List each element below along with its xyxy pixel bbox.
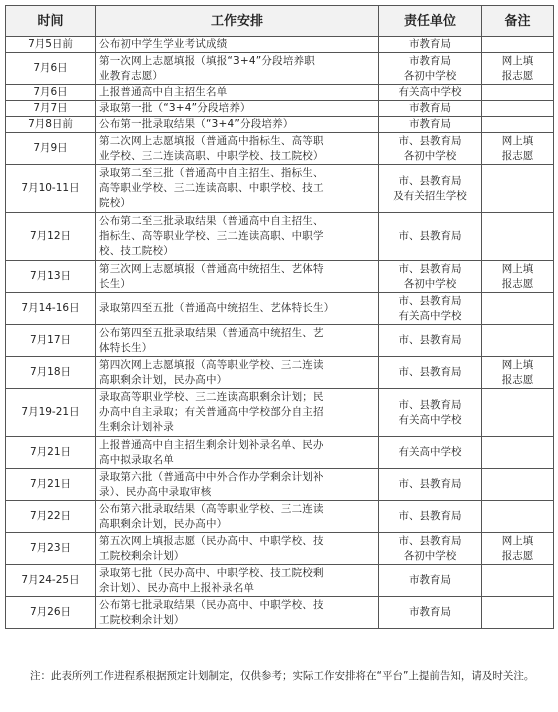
row-date-text: 7月26日 (29, 606, 72, 618)
row-date-text: 7月6日 (33, 62, 68, 74)
row-date (6, 437, 96, 469)
row-unit (379, 261, 482, 293)
row-task (96, 261, 379, 293)
row-date-text: 7月7日 (33, 102, 68, 114)
row-unit (379, 565, 482, 597)
row-unit-text: 有关高中学校 (398, 446, 462, 458)
row-unit-text: 市教育局 (409, 574, 451, 586)
row-task (96, 533, 379, 565)
row-date-text: 7月23日 (29, 542, 72, 554)
row-task (96, 117, 379, 133)
row-note (482, 565, 554, 597)
row-note (482, 213, 554, 261)
row-task (96, 133, 379, 165)
row-unit-text: 市、县教育局 各初中学校 (398, 262, 462, 290)
row-unit (379, 37, 482, 53)
table-row (6, 261, 554, 293)
row-task-text: 公布第七批录取结果（民办高中、中职学校、技 工院校剩余计划） (99, 598, 324, 626)
row-unit (379, 389, 482, 437)
table-row (6, 565, 554, 597)
row-unit-text: 市、县教育局 及有关招生学校 (393, 174, 467, 202)
row-note (482, 469, 554, 501)
row-unit-text: 市、县教育局 (398, 230, 462, 242)
row-unit (379, 213, 482, 261)
row-date (6, 389, 96, 437)
row-unit (379, 533, 482, 565)
row-unit-text: 市、县教育局 (398, 366, 462, 378)
row-date-text: 7月9日 (33, 142, 68, 154)
row-task-text: 公布第一批录取结果（“3+4”分段培养） (99, 118, 294, 130)
row-date-text: 7月8日前 (28, 118, 73, 130)
row-note-text: 网上填 报志愿 (501, 54, 534, 82)
row-date-text: 7月24-25日 (21, 574, 80, 586)
table-row (6, 469, 554, 501)
row-unit (379, 101, 482, 117)
row-date (6, 117, 96, 133)
row-note-text: 网上填 报志愿 (501, 134, 534, 162)
row-date-text: 7月5日前 (28, 38, 73, 50)
schedule-table (5, 5, 554, 629)
row-date (6, 133, 96, 165)
header-note: 备注 (482, 6, 554, 37)
row-task (96, 85, 379, 101)
row-date (6, 85, 96, 101)
row-note-text: 网上填 报志愿 (501, 534, 534, 562)
row-note (482, 85, 554, 101)
row-note (482, 53, 554, 85)
row-date (6, 261, 96, 293)
row-date-text: 7月6日 (33, 86, 68, 98)
row-task (96, 37, 379, 53)
row-note (482, 597, 554, 629)
row-task-text: 录取第七批（民办高中、中职学校、技工院校剩 余计划）、民办高中上报补录名单 (99, 566, 324, 594)
row-note (482, 437, 554, 469)
row-unit (379, 293, 482, 325)
row-task (96, 101, 379, 117)
row-task-text: 第三次网上志愿填报（普通高中统招生、艺体特 长生） (99, 262, 324, 290)
row-note (482, 357, 554, 389)
row-task (96, 597, 379, 629)
row-date (6, 501, 96, 533)
row-date (6, 213, 96, 261)
row-date (6, 565, 96, 597)
row-unit (379, 117, 482, 133)
row-unit-text: 市、县教育局 (398, 334, 462, 346)
row-task-text: 第一次网上志愿填报（填报“3+4”分段培养职 业教育志愿） (99, 54, 315, 82)
row-unit-text: 市教育局 (409, 118, 451, 130)
row-task-text: 第五次网上填报志愿（民办高中、中职学校、技 工院校剩余计划） (99, 534, 324, 562)
row-task-text: 录取第六批（普通高中中外合作办学剩余计划补 录）、民办高中录取审核 (99, 470, 324, 498)
row-task-text: 上报普通高中自主招生剩余计划补录名单、民办 高中拟录取名单 (99, 438, 324, 466)
row-date (6, 53, 96, 85)
header-unit: 责任单位 (379, 6, 482, 37)
table-row (6, 213, 554, 261)
schedule-rows (6, 37, 554, 629)
row-unit (379, 501, 482, 533)
row-unit-text: 市、县教育局 各初中学校 (398, 134, 462, 162)
row-note (482, 117, 554, 133)
row-date-text: 7月19-21日 (21, 406, 80, 418)
row-date-text: 7月21日 (29, 478, 72, 490)
row-date (6, 293, 96, 325)
table-row (6, 101, 554, 117)
row-unit (379, 357, 482, 389)
table-row (6, 533, 554, 565)
row-task (96, 469, 379, 501)
row-unit-text: 市教育局 (409, 38, 451, 50)
header-time: 时间 (6, 6, 96, 37)
row-task-text: 第二次网上志愿填报（普通高中指标生、高等职 业学校、三二连读高职、中职学校、技工院校） (99, 134, 324, 162)
row-note (482, 533, 554, 565)
row-date (6, 165, 96, 213)
row-unit-text: 市教育局 (409, 102, 451, 114)
row-unit (379, 165, 482, 213)
row-note-text: 网上填 报志愿 (501, 262, 534, 290)
row-task (96, 53, 379, 85)
row-date (6, 325, 96, 357)
row-unit-text: 市、县教育局 各初中学校 (398, 534, 462, 562)
row-task (96, 565, 379, 597)
row-unit-text: 市、县教育局 有关高中学校 (398, 294, 462, 322)
row-date (6, 597, 96, 629)
row-task-text: 第四次网上志愿填报（高等职业学校、三二连读 高职剩余计划，民办高中） (99, 358, 324, 386)
table-row (6, 325, 554, 357)
table-row (6, 85, 554, 101)
row-unit-text: 市、县教育局 (398, 478, 462, 490)
row-unit (379, 469, 482, 501)
row-note (482, 389, 554, 437)
row-task (96, 437, 379, 469)
table-row (6, 53, 554, 85)
row-task (96, 501, 379, 533)
table-row (6, 389, 554, 437)
row-unit-text: 市、县教育局 有关高中学校 (398, 398, 462, 426)
row-note-text: 网上填 报志愿 (501, 358, 534, 386)
row-task (96, 213, 379, 261)
row-date-text: 7月17日 (29, 334, 72, 346)
row-task-text: 录取高等职业学校、三二连读高职剩余计划；民 办高中自主录取；有关普通高中学校部分自主招 生剩余计划补录 (99, 391, 324, 433)
row-unit (379, 85, 482, 101)
row-date-text: 7月13日 (29, 270, 72, 282)
row-task-text: 公布初中学生学业考试成绩 (99, 38, 228, 50)
row-date (6, 357, 96, 389)
table-row (6, 117, 554, 133)
row-task (96, 325, 379, 357)
table-row (6, 165, 554, 213)
row-unit-text: 市教育局 (409, 606, 451, 618)
row-task-text: 录取第四至五批（普通高中统招生、艺体特长生） (99, 302, 335, 314)
table-row (6, 293, 554, 325)
table-row (6, 597, 554, 629)
row-date (6, 37, 96, 53)
table-row (6, 437, 554, 469)
row-date-text: 7月22日 (29, 510, 72, 522)
table-row (6, 357, 554, 389)
row-unit-text: 市、县教育局 (398, 510, 462, 522)
row-note (482, 293, 554, 325)
row-task-text: 上报普通高中自主招生名单 (99, 86, 228, 98)
table-row (6, 133, 554, 165)
row-unit-text: 有关高中学校 (398, 86, 462, 98)
row-date-text: 7月10-11日 (21, 182, 80, 194)
row-unit (379, 133, 482, 165)
row-note (482, 261, 554, 293)
footnote: 注：此表所列工作进程系根据预定计划制定，仅供参考；实际工作安排将在“平台”上提前告知，请及时关注。 (30, 670, 535, 682)
row-date (6, 533, 96, 565)
header-row (6, 6, 554, 37)
row-task-text: 公布第六批录取结果（高等职业学校、三二连读 高职剩余计划，民办高中） (99, 502, 324, 530)
row-note (482, 501, 554, 533)
row-unit (379, 325, 482, 357)
row-unit-text: 市教育局 各初中学校 (403, 54, 457, 82)
row-date (6, 101, 96, 117)
row-unit (379, 437, 482, 469)
row-unit (379, 53, 482, 85)
table-row (6, 501, 554, 533)
row-task (96, 357, 379, 389)
row-unit (379, 597, 482, 629)
row-task-text: 公布第二至三批录取结果（普通高中自主招生、 指标生、高等职业学校、三二连读高职、中职学 校、技工院校） (99, 215, 324, 257)
row-date-text: 7月21日 (29, 446, 72, 458)
header-task: 工作安排 (96, 6, 379, 37)
row-task (96, 293, 379, 325)
row-task (96, 165, 379, 213)
row-note (482, 133, 554, 165)
row-task-text: 公布第四至五批录取结果（普通高中统招生、艺 体特长生） (99, 326, 324, 354)
row-date-text: 7月12日 (29, 230, 72, 242)
row-note (482, 37, 554, 53)
row-task-text: 录取第一批（“3+4”分段培养） (99, 102, 251, 114)
table-row (6, 37, 554, 53)
row-date (6, 469, 96, 501)
row-note (482, 325, 554, 357)
row-task (96, 389, 379, 437)
row-date-text: 7月14-16日 (21, 302, 80, 314)
row-note (482, 165, 554, 213)
row-note (482, 101, 554, 117)
row-task-text: 录取第二至三批（普通高中自主招生、指标生、 高等职业学校、三二连读高职、中职学校、技工 院校） (99, 167, 324, 209)
row-date-text: 7月18日 (29, 366, 72, 378)
